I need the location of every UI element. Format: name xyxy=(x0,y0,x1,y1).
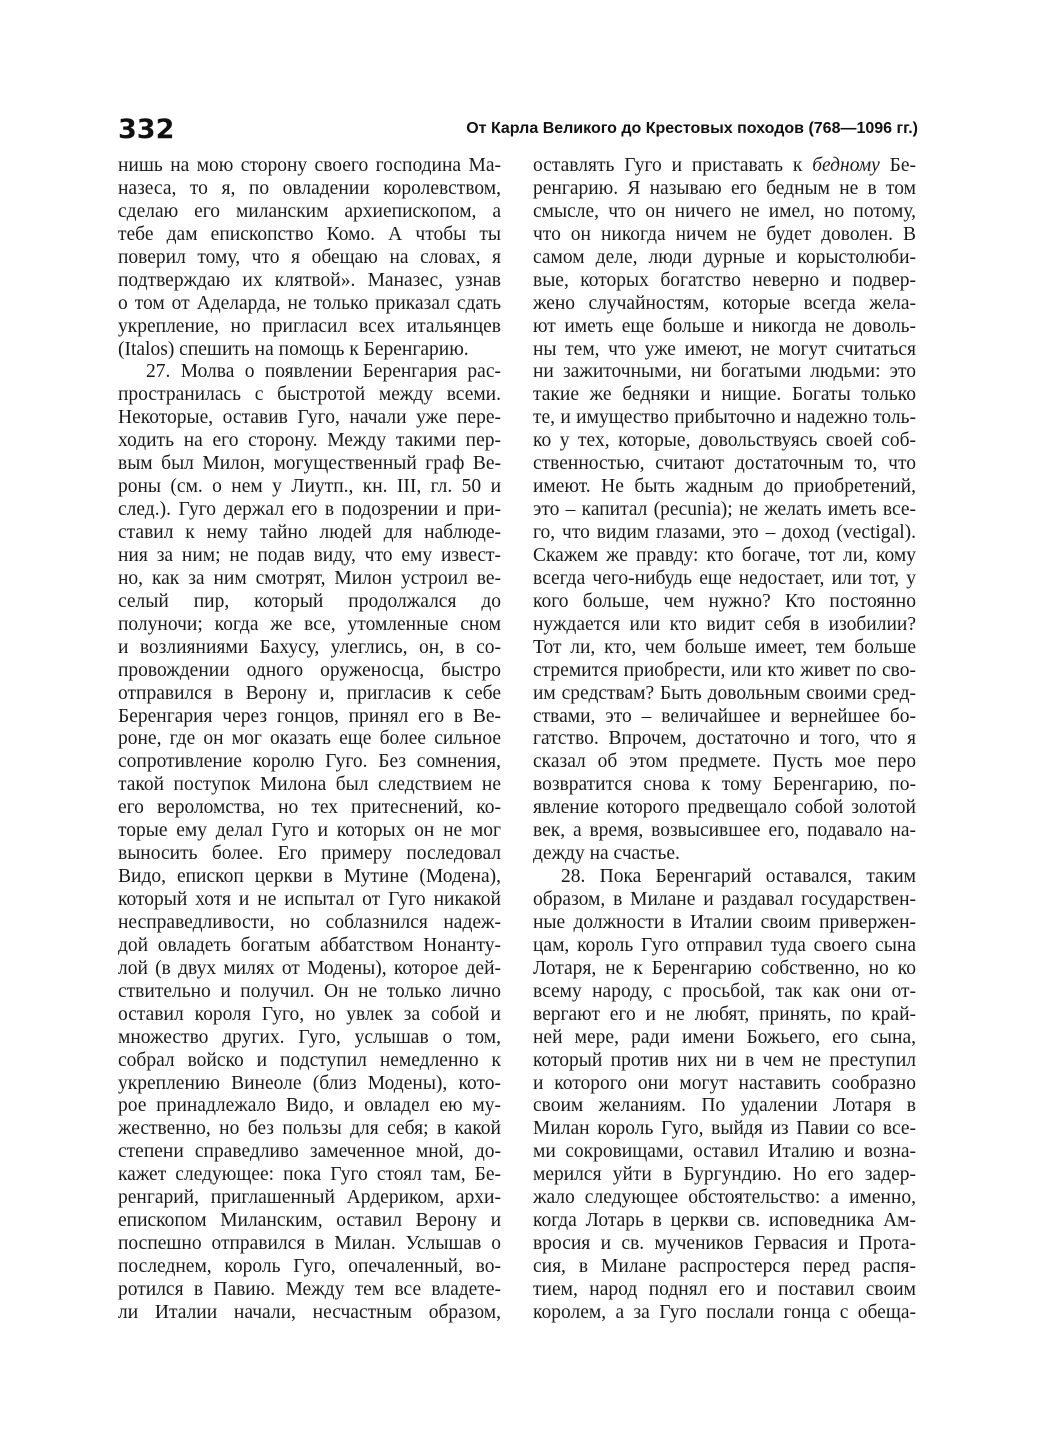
text-line: след.). Гуго держал его в подозрении и при- xyxy=(118,499,501,521)
text-line: сделаю его миланским архиепископом, а xyxy=(118,200,501,222)
text-line: явление которого предвещало собой золотой xyxy=(533,797,916,819)
text-line: своим желаниям. По удалении Лотаря в xyxy=(533,1095,916,1117)
text-line: собрал войско и подступил немедленно к xyxy=(118,1049,501,1071)
text-line: тием, народ поднял его и поставил своим xyxy=(533,1278,916,1300)
text-line: последнем, король Гуго, опечаленный, во- xyxy=(118,1256,501,1277)
text-line: укреплению Винеоле (близ Модены), кото- xyxy=(118,1072,501,1094)
text-line: образом, в Милане и раздавал государствен- xyxy=(533,889,916,910)
text-line: такой поступок Милона был следствием не xyxy=(118,774,501,796)
text-line: им средствам? Быть довольным своими сред- xyxy=(533,682,916,704)
text-line: жало следующее обстоятельство: а именно, xyxy=(533,1187,916,1209)
text-line: поспешно отправился в Милан. Услышав о xyxy=(118,1233,501,1255)
text-line: 28. Пока Беренгарий оставался, таким xyxy=(561,866,916,888)
text-line: ствами, это – величайшее и вернейшее бо- xyxy=(533,705,916,727)
text-line: который хотя и не испытал от Гуго никакой xyxy=(118,889,501,910)
text-line: го, что видим глазами, это – доход (vectigal). xyxy=(533,522,916,543)
text-line: дежду на счастье. xyxy=(533,843,680,865)
left-text-column xyxy=(118,155,501,1325)
text-line: кажет следующее: пока Гуго стоял там, Бе- xyxy=(118,1164,501,1186)
text-line: Милан король Гуго, выйдя из Павии со все- xyxy=(533,1118,916,1140)
text-line: оставил короля Гуго, но увлек за собой и xyxy=(118,1003,501,1025)
emphasis: бедному xyxy=(812,155,880,176)
text-line: ствительно и получил. Он не только лично xyxy=(118,980,501,1002)
text-line: жено случайностям, которые всегда жела- xyxy=(533,292,916,314)
text-line: множество других. Гуго, услышав о том, xyxy=(118,1026,501,1048)
text-line: и которого они могут наставить сообразно xyxy=(533,1072,916,1094)
text-line: вым был Милон, могущественный граф Ве- xyxy=(118,453,501,475)
text-line: его вероломства, но тех притеснений, ко- xyxy=(118,797,501,819)
text-line: но, как за ним смотрят, Милон устроил ве- xyxy=(118,567,501,589)
page-header xyxy=(118,114,918,154)
text-line: гатство. Впрочем, достаточно и того, что я xyxy=(533,728,916,750)
text-line: возвратится снова к тому Беренгарию, по- xyxy=(533,774,916,796)
text-line: имеют. Не быть жадным до приобретений, xyxy=(533,476,916,498)
text-line: который против них ни в чем не преступил xyxy=(533,1049,916,1071)
text-line: ней мере, ради имени Божьего, его сына, xyxy=(533,1026,916,1048)
text-line: 27. Молва о появлении Беренгария рас- xyxy=(146,361,501,383)
text-line: ми сокровищами, оставил Италию и возна- xyxy=(533,1141,916,1163)
text-line: сказал об этом предмете. Пусть мое перо xyxy=(533,751,916,773)
text-line: всегда чего-нибудь еще недостает, или тот, у xyxy=(533,567,916,589)
text-line: это – капитал (pecunia); не желать иметь все- xyxy=(533,499,916,521)
text-line: роне, где он мог оказать еще более сильное xyxy=(118,728,501,750)
text-line: ренгарий, приглашенный Ардериком, архи- xyxy=(118,1187,501,1209)
text-line: кого больше, чем нужно? Кто постоянно xyxy=(533,590,916,612)
text-line: тебе дам епископство Комо. А чтобы ты xyxy=(118,223,501,245)
text-line: всему народу, с просьбой, так как они от- xyxy=(533,980,916,1002)
text-line: ные должности в Италии своим привержен- xyxy=(533,911,916,933)
text-line: оставлять Гуго и приставать к бедному Бе- xyxy=(533,155,916,176)
text-line: полуночи; когда же все, утомленные сном xyxy=(118,613,501,635)
text-line: когда Лотарь в церкви св. исповедника Ам- xyxy=(533,1210,916,1232)
text-line: провождении одного оруженосца, быстро xyxy=(118,659,501,681)
text-line: Лотаря, не к Беренгарию собственно, но ко xyxy=(533,957,916,979)
text-line: смысле, что он ничего не имел, но потому, xyxy=(533,200,916,222)
text-line: епископом Миланским, оставил Верону и xyxy=(118,1210,501,1232)
text-line: цам, король Гуго отправил туда своего сына xyxy=(533,934,916,956)
text-line: подтверждаю их клятвой». Маназес, узнав xyxy=(118,269,501,291)
text-line: (Italos) спешить на помощь к Беренгарию. xyxy=(118,338,469,360)
text-line: степени справедливо замеченное мной, до- xyxy=(118,1141,501,1163)
text-line: укрепление, но пригласил всех итальянцев xyxy=(118,315,501,337)
text-line: селый пир, который продолжался до xyxy=(118,590,501,612)
text-line: нишь на мою сторону своего господина Ма- xyxy=(118,155,501,176)
text-line: ния за ним; не подав виду, что ему извест- xyxy=(118,544,501,566)
text-line: мерился уйти в Бургундию. Но его задер- xyxy=(533,1164,916,1186)
text-line: нуждается или кто видит себя в изобилии? xyxy=(533,613,916,635)
text-line: Некоторые, оставив Гуго, начали уже пере- xyxy=(118,407,501,429)
text-line: несправедливости, но соблазнился надеж- xyxy=(118,911,501,933)
text-line: вые, которых богатство неверно и подвер- xyxy=(533,269,916,291)
text-line: лой (в двух милях от Модены), которое дей- xyxy=(118,957,501,979)
text-line: ственностью, считают достаточным то, что xyxy=(533,453,916,475)
text-line: самом деле, люди дурные и корыстолюби- xyxy=(533,246,916,268)
text-line: ко у тех, которые, довольствуясь своей соб- xyxy=(533,430,916,452)
text-line: ли Италии начали, несчастным образом, xyxy=(118,1301,501,1323)
text-line: поверил тому, что я обещаю на словах, я xyxy=(118,246,501,268)
text-line: рое принадлежало Видо, и овладел ею му- xyxy=(118,1095,501,1117)
text-line: торые ему делал Гуго и которых он не мог xyxy=(118,820,501,842)
text-line: ставил к нему тайно людей для наблюде- xyxy=(118,522,501,543)
text-line: назеса, то я, по овладении королевством, xyxy=(118,177,501,199)
text-line: жественно, но без пользы для себя; в какой xyxy=(118,1118,501,1140)
text-line: Беренгария через гонцов, принял его в Ве- xyxy=(118,705,501,727)
text-line: Скажем же правду: кто богаче, тот ли, кому xyxy=(533,544,916,566)
page-number: 332 xyxy=(118,114,175,145)
text-line: век, а время, возвысившее его, подавало на- xyxy=(533,820,916,842)
right-text-column xyxy=(533,155,916,1325)
text-line: Тот ли, кто, чем больше имеет, тем больше xyxy=(533,636,916,658)
running-title: От Карла Великого до Крестовых походов (768—1096 гг.) xyxy=(466,120,918,137)
text-line: что он никогда ничем не будет доволен. В xyxy=(533,223,916,245)
text-line: Видо, епископ церкви в Мутине (Модена), xyxy=(118,866,501,888)
text-line: о том от Аделарда, не только приказал сдать xyxy=(118,292,501,314)
text-line: сия, в Милане распростерся перед распя- xyxy=(533,1256,916,1277)
text-line: дой овладеть богатым аббатством Нонанту- xyxy=(118,934,501,956)
text-line: ходить на его сторону. Между такими пер- xyxy=(118,430,501,452)
text-line: сопротивление королю Гуго. Без сомнения, xyxy=(118,751,501,773)
text-line: пространилась с быстротой между всеми. xyxy=(118,384,501,406)
text-line: роны (см. о нем у Лиутп., кн. III, гл. 50 и xyxy=(118,476,501,498)
text-line: те, и имущество прибыточно и надежно толь- xyxy=(533,407,916,429)
text-line: ны тем, что уже имеют, не могут считаться xyxy=(533,338,916,360)
text-line: выносить более. Его примеру последовал xyxy=(118,843,501,865)
text-line: королем, а за Гуго послали гонца с обеща- xyxy=(533,1301,916,1323)
text-line: ренгарию. Я называю его бедным не в том xyxy=(533,177,916,199)
text-line: отправился в Верону и, пригласив к себе xyxy=(118,682,501,704)
text-line: стремится приобрести, или кто живет по сво- xyxy=(533,659,916,681)
text-line: ни зажиточными, ни богатыми людьми: это xyxy=(533,361,916,383)
text-line: ротился в Павию. Между тем все владете- xyxy=(118,1278,501,1300)
text-line: вергают его и не любят, принять, по край- xyxy=(533,1003,916,1025)
text-line: вросия и св. мучеников Гервасия и Прота- xyxy=(533,1233,916,1255)
text-line: и возлияниями Бахусу, улеглись, он, в со- xyxy=(118,636,501,658)
text-line: ют иметь еще больше и никогда не доволь- xyxy=(533,315,916,337)
text-line: такие же бедняки и нищие. Богаты только xyxy=(533,384,916,406)
